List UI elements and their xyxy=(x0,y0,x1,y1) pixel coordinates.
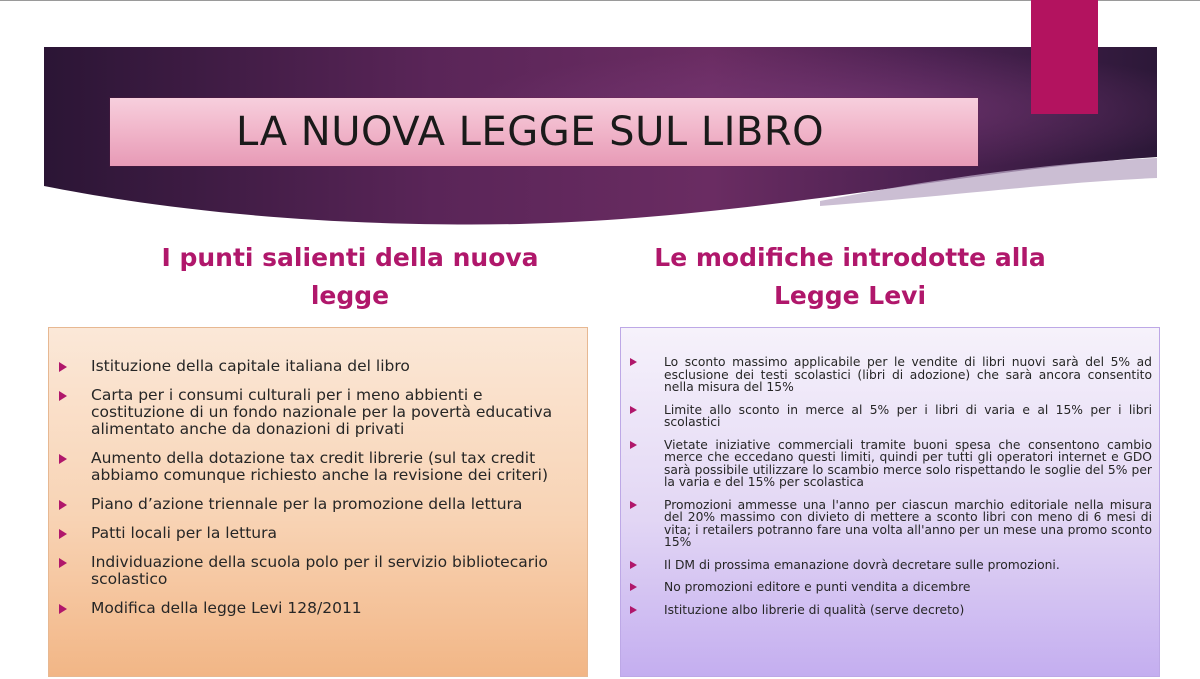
bullet-arrow-icon xyxy=(630,406,637,414)
list-item xyxy=(630,404,1152,429)
list-item-text: Lo sconto massimo applicabile per le vendite di libri nuovi sarà del 5% ad esclusione dei testi scolastici (libri di adozione) che sarà ancora consentito nella misura del 15% xyxy=(664,355,1152,394)
list-item-text: Piano d’azione triennale per la promozione della lettura xyxy=(91,495,523,513)
list-item-text: Individuazione della scuola polo per il servizio bibliotecario scolastico xyxy=(91,553,548,588)
list-item-text: No promozioni editore e punti vendita a dicembre xyxy=(664,580,971,594)
bullet-arrow-icon xyxy=(59,500,67,510)
bullet-arrow-icon xyxy=(59,529,67,539)
list-item-text: Istituzione albo librerie di qualità (serve decreto) xyxy=(664,602,965,617)
list-item-text: Promozioni ammesse una l'anno per ciascun marchio editoriale nella misura del 20% massimo con divieto di mettere a sconto libri con meno di 6 mesi di vita; i retailers potranno fare una volta all'anno per un mese una promo sconto 15% xyxy=(664,497,1152,549)
list-item-text: Modifica della legge Levi 128/2011 xyxy=(91,599,362,617)
bullet-arrow-icon xyxy=(630,358,637,366)
list-item xyxy=(59,496,579,513)
list-item xyxy=(630,439,1152,489)
list-item xyxy=(630,559,1152,572)
list-item-text: Vietate iniziative commerciali tramite buoni spesa che consentono cambio merce che eccedano questi limiti, quindi per tutti gli operatori internet e GDO sarà possibile utilizzare lo scambio merce solo rispettando le soglie del 5% per la varia e del 15% per scolastica xyxy=(664,437,1152,489)
list-item xyxy=(59,525,579,542)
list-item xyxy=(630,356,1152,394)
left-column-heading: I punti salienti della nuova legge xyxy=(161,243,539,310)
accent-tab xyxy=(1031,0,1098,114)
list-item xyxy=(630,499,1152,549)
list-item-text: Patti locali per la lettura xyxy=(91,524,277,542)
list-item xyxy=(59,358,579,375)
title-box xyxy=(110,98,978,166)
right-bullet-list xyxy=(630,356,1152,626)
bullet-arrow-icon xyxy=(630,501,637,509)
list-item-text: Aumento della dotazione tax credit librerie (sul tax credit abbiamo comunque richiesto anche la revisione dei criteri) xyxy=(91,449,549,484)
right-column-heading: Le modifiche introdotte alla Legge Levi xyxy=(654,243,1046,310)
list-item-text: Limite allo sconto in merce al 5% per i libri di varia e al 15% per i libri scolastici xyxy=(664,402,1152,429)
bullet-arrow-icon xyxy=(59,454,67,464)
bullet-arrow-icon xyxy=(59,604,67,614)
bullet-arrow-icon xyxy=(59,362,67,372)
list-item-text: Il DM di prossima emanazione dovrà decretare sulle promozioni. xyxy=(664,557,1060,572)
list-item xyxy=(630,581,1152,594)
list-item-text: Istituzione della capitale italiana del libro xyxy=(91,357,410,375)
list-item xyxy=(59,387,579,438)
bullet-arrow-icon xyxy=(59,558,67,568)
list-item xyxy=(59,554,579,588)
left-bullet-list xyxy=(59,358,579,629)
right-panel xyxy=(620,327,1160,677)
slide-title: LA NUOVA LEGGE SUL LIBRO xyxy=(236,109,825,155)
bullet-arrow-icon xyxy=(630,561,637,569)
bullet-arrow-icon xyxy=(630,583,637,591)
left-panel xyxy=(48,327,588,677)
bullet-arrow-icon xyxy=(630,606,637,614)
list-item xyxy=(630,604,1152,617)
list-item xyxy=(59,600,579,617)
bullet-arrow-icon xyxy=(630,441,637,449)
list-item-text: Carta per i consumi culturali per i meno abbienti e costituzione di un fondo nazionale per la povertà educativa alimentato anche da donazioni di privati xyxy=(91,386,553,438)
bullet-arrow-icon xyxy=(59,391,67,401)
list-item xyxy=(59,450,579,484)
